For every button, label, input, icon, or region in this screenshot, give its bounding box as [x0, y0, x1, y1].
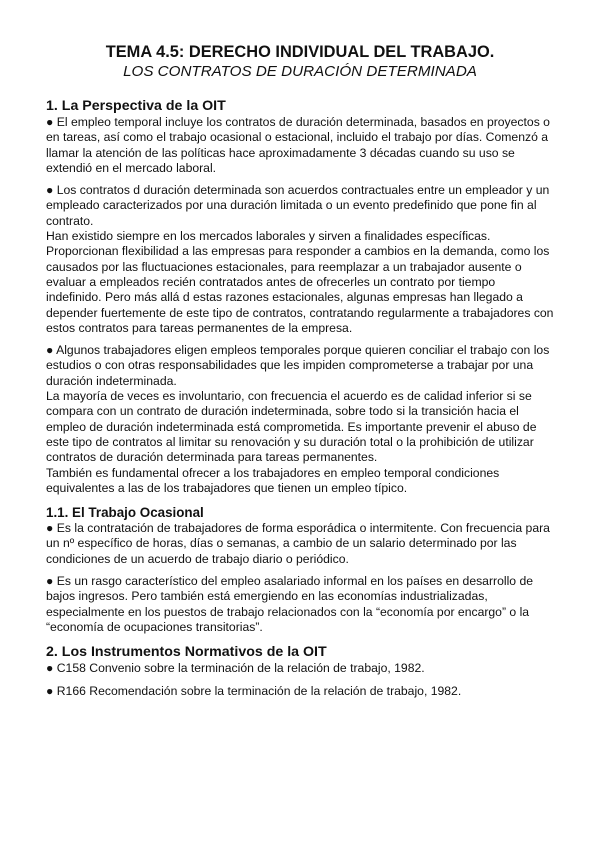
paragraph: ● Es un rasgo característico del empleo asalariado informal en los países en desarrollo de bajos ingresos. Pero también está emergiendo en las economías industrializadas, especialmente en los puestos de trabajo relacionados con la “economía por encargo” o la “economía de ocupaciones transitorias”. — [46, 574, 533, 634]
paragraph: ● Es la contratación de trabajadores de forma esporádica o intermitente. Con frecuencia para un nº específico de horas, días o semanas, a cambio de un salario determinado por las condiciones de un acuerdo de trabajo diario o periódico. — [46, 521, 550, 566]
section-heading-normative-instruments: 2. Los Instrumentos Normativos de la OIT — [46, 644, 327, 661]
page-title: TEMA 4.5: DERECHO INDIVIDUAL DEL TRABAJO. — [105, 43, 495, 61]
paragraph: Han existido siempre en los mercados laborales y sirven a finalidades específicas. Proporcionan flexibilidad a las empresas para responder a cambios en la demanda, como los causados por las fluctuaciones estacionales, para reemplazar a un trabajador ausente o evaluar a empleados recién contratados antes de ofrecerles un contrato por tiempo indefinido. Pero más allá d estas razones estacionales, algunas empresas han llegado a depender fuertemente de este tipo de contratos, contratando regularmente a trabajadores con estos contratos para tareas permanentes de la empresa. — [46, 229, 554, 335]
subsection-heading-occasional-work: 1.1. El Trabajo Ocasional — [46, 505, 204, 521]
section-heading-oit-perspective: 1. La Perspectiva de la OIT — [46, 98, 226, 114]
paragraph: También es fundamental ofrecer a los trabajadores en empleo temporal condiciones equivalentes a las de los trabajadores que tienen un empleo típico. — [46, 465, 500, 495]
paragraph: ● El empleo temporal incluye los contratos de duración determinada, basados en proyectos o en tareas, así como el trabajo ocasional o estacional, incluido el trabajo por días. Comenzó a llamar la atención de las políticas hace aproximadamente 3 décadas cuando su uso se extendió en el mercado laboral. — [46, 115, 550, 175]
paragraph: La mayoría de veces es involuntario, con frecuencia el acuerdo es de calidad inferior si se compara con un contrato de duración indeterminada, sobre todo si la transición hacia el empleo de duración indeterminada está comprometida. Es importante prevenir el abuso de este tipo de contratos al limitar su renovación y su duración total o la prohibición de utilizar contratos de duración determinada para tareas permanentes. — [46, 389, 537, 465]
paragraph: ● Algunos trabajadores eligen empleos temporales porque quieren conciliar el trabajo con los estudios o con otras responsabilidades que les impiden comprometerse a trabajar por una duración indeterminada. — [46, 343, 550, 388]
paragraph: ● Los contratos d duración determinada son acuerdos contractuales entre un empleador y un empleado caracterizados por una duración limitada o un evento predefinido que pone fin al contrato. — [46, 183, 550, 228]
list-item: ● R166 Recomendación sobre la terminación de la relación de trabajo, 1982. — [46, 683, 462, 698]
list-item: ● C158 Convenio sobre la terminación de la relación de trabajo, 1982. — [46, 661, 425, 676]
page-subtitle: LOS CONTRATOS DE DURACIÓN DETERMINADA — [123, 63, 477, 80]
